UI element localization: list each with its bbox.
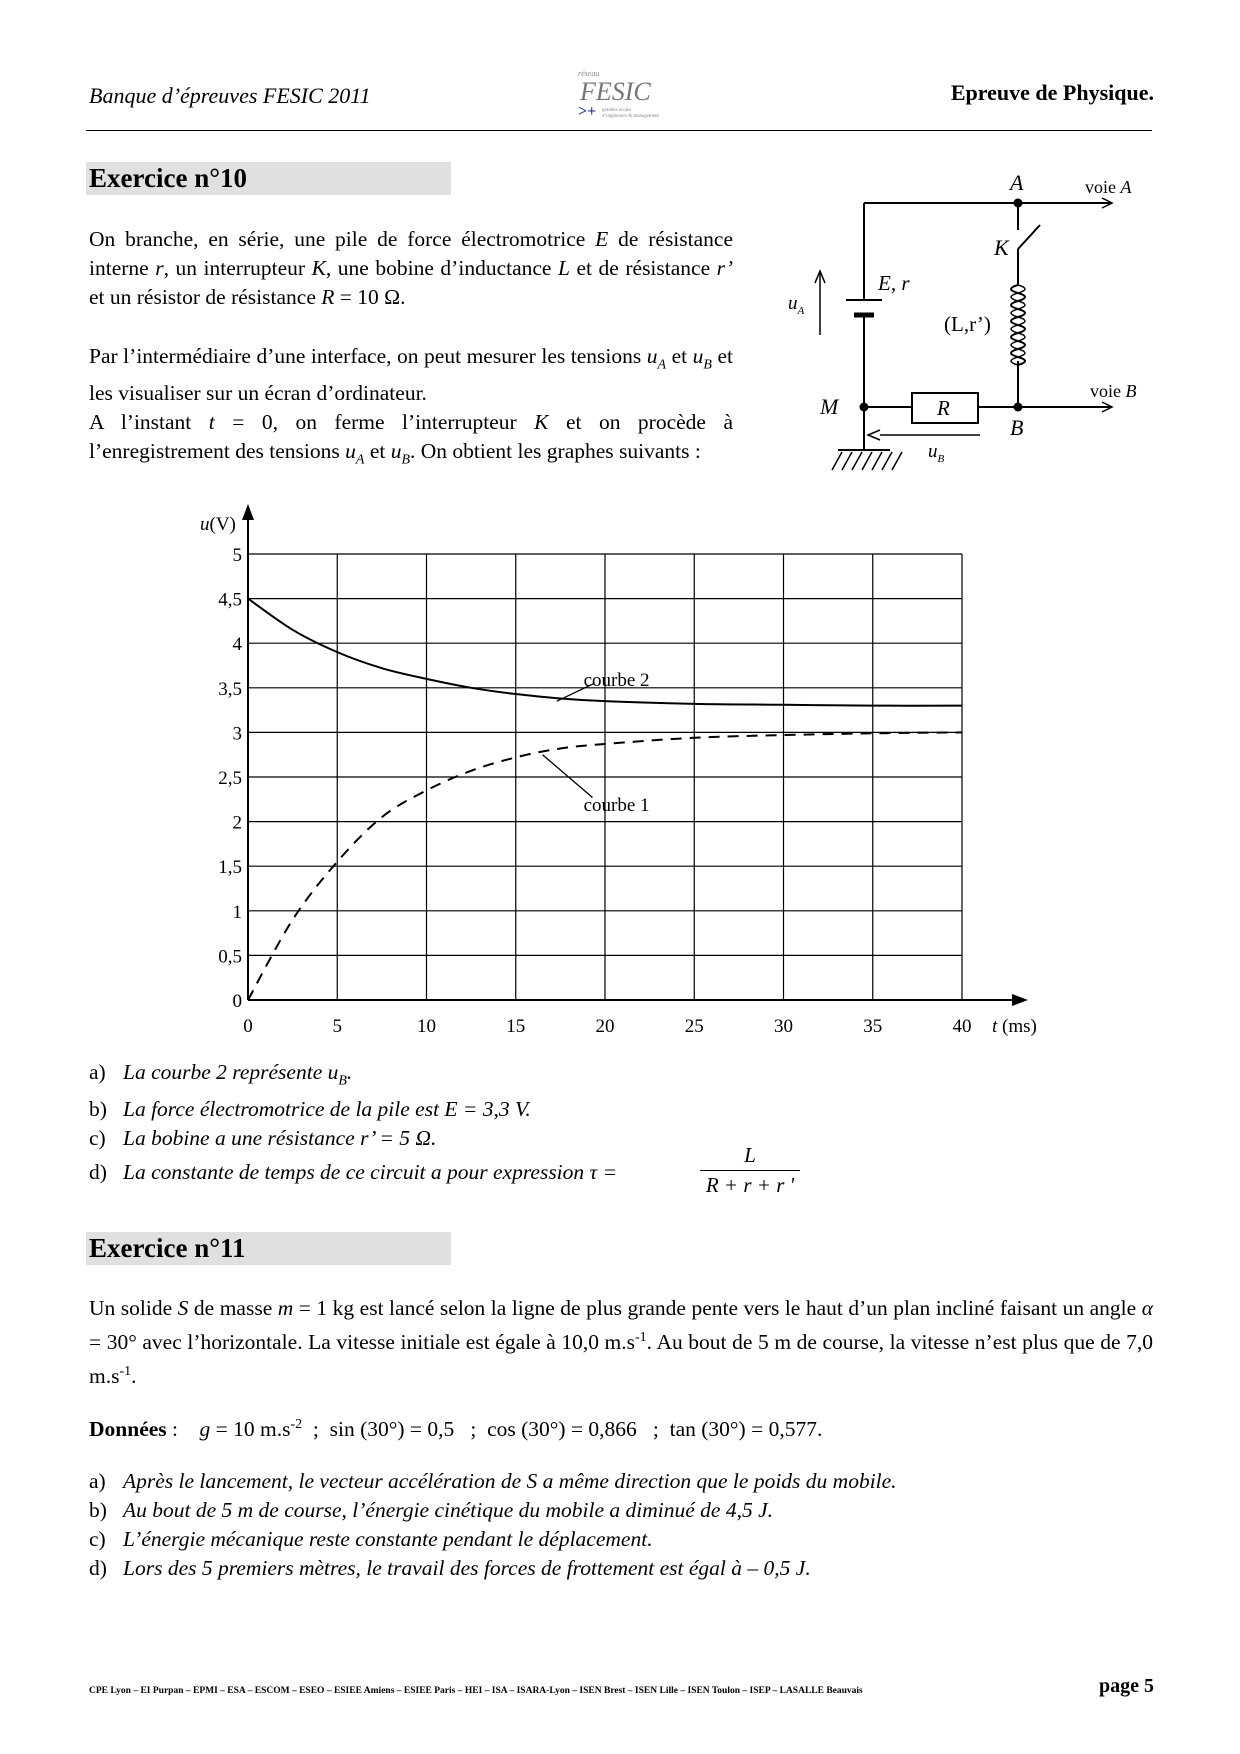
ex10-question-b: b) La force électromotrice de la pile est E = 3,3 V.	[89, 1097, 531, 1122]
annotation-courbe-2: courbe 2	[583, 669, 650, 691]
logo-sub2: d’ingénieurs & management	[602, 114, 659, 119]
label-voie-a: voie A	[1085, 177, 1132, 197]
tau-fraction	[700, 1143, 800, 1198]
ex11-question-c: c) L’énergie mécanique reste constante pendant le déplacement.	[89, 1527, 653, 1551]
ex11-questions	[89, 1467, 1153, 1583]
x-tick-label: 25	[684, 1016, 704, 1037]
ex10-question-a: a) La courbe 2 représente $u_B$.	[89, 1060, 353, 1089]
x-tick-label: 30	[774, 1016, 793, 1037]
ex11-question-d: d) Lors des 5 premiers mètres, le travail des forces de frottement est égal à – 0,5 J.	[89, 1556, 811, 1580]
x-tick-label: 15	[506, 1016, 526, 1037]
y-tick-label: 2,5	[218, 768, 242, 789]
x-tick-label: 40	[952, 1016, 972, 1037]
ground-hatch	[832, 452, 902, 470]
tau-numerator: L	[744, 1143, 756, 1167]
header-rule	[86, 130, 1152, 131]
node-a	[1014, 199, 1023, 208]
arrow-ub-head	[868, 430, 880, 440]
ex10-question-d: d) La constante de temps de ce circuit a pour expression τ =	[89, 1160, 618, 1184]
node-b	[1014, 403, 1023, 412]
x-tick-label: 5	[332, 1016, 342, 1037]
chart-tick-labels	[218, 545, 971, 1037]
chart-annotations	[543, 670, 650, 816]
label-ua: $u_A$	[788, 293, 805, 317]
label-voie-b: voie B	[1090, 381, 1137, 401]
x-tick-label: 10	[417, 1016, 436, 1037]
ex10-title: Exercice n°10	[86, 162, 451, 195]
logo-small: réseau	[578, 69, 600, 78]
coil-symbol-back	[1011, 285, 1025, 365]
label-ub: $u_B$	[928, 441, 945, 465]
label-a: A	[1010, 170, 1024, 195]
circuit-diagram	[780, 165, 1160, 495]
y-axis-label: u(V)	[200, 514, 236, 535]
logo-arrow-plus: >+	[578, 103, 597, 120]
y-tick-label: 0	[232, 991, 242, 1012]
label-e-r: E, r	[878, 271, 910, 295]
ex11-title: Exercice n°11	[86, 1232, 451, 1265]
ex11-donnees: Données : g = 10 $m.s^{-2}$ ; sin (30°) = 0,5 ; cos (30°) = 0,866 ; tan (30°) = 0,577.	[89, 1417, 823, 1442]
ex11-paragraph: Un solide S de masse m = 1 kg est lancé selon la ligne de plus grande pente vers le haut d’un plan incliné faisant un angle α = 30° avec l’horizontale. La vitesse initiale est égale à 10,0 $m.s^{-1}$. Au bout de 5 m de course, la vitesse n’est plus que de 7,0 $m.s^{-1}$.	[89, 1296, 1153, 1389]
y-tick-label: 2	[232, 812, 242, 834]
chart-grid	[248, 554, 962, 1000]
ex10-paragraph-1: On branche, en série, une pile de force électromotrice E de résistance interne r, un interrupteur K, une bobine d’inductance L et de résistance r’ et un résistor de résistance R = 10 Ω.	[89, 227, 733, 309]
label-m: M	[820, 394, 839, 419]
y-tick-label: 1	[232, 901, 242, 923]
footer-schools: CPE Lyon – EI Purpan – EPMI – ESA – ESCOM – ESEO – ESIEE Amiens – ESIEE Paris – HEI – ISA – ISARA-Lyon – ISEN Brest – ISEN Lille – ISEN Toulon – ISEP – LASALLE Beauvais	[89, 1686, 863, 1696]
ex10-paragraph-2: Par l’intermédiaire d’une interface, on peut mesurer les tensions $u_A$ et $u_B$ et les visualiser sur un écran d’ordinateur. A l’instant t = 0, on ferme l’interrupteur K et on procède à l’enregistrement des tensions $u_A$ et $u_B$. On obtient les graphes suivants :	[89, 344, 733, 468]
chart-axes	[242, 504, 1028, 1006]
annotation-leader-1	[543, 755, 593, 798]
header-left: Banque d’épreuves FESIC 2011	[89, 83, 371, 108]
ex11-question-b: b) Au bout de 5 m de course, l’énergie cinétique du mobile a diminué de 4,5 J.	[89, 1498, 774, 1522]
x-axis-label: t (ms)	[992, 1016, 1037, 1037]
y-tick-label: 3	[232, 723, 242, 745]
y-tick-label: 4	[232, 634, 242, 656]
y-tick-label: 4,5	[218, 589, 242, 611]
annotation-courbe-1: courbe 1	[583, 794, 650, 816]
page-number: page 5	[1099, 1675, 1154, 1697]
x-tick-label: 20	[595, 1016, 615, 1037]
y-tick-label: 3,5	[218, 678, 242, 700]
x-axis-arrow	[1012, 994, 1028, 1006]
ex11-question-a: a) Après le lancement, le vecteur accélération de S a même direction que le poids du mobile.	[89, 1469, 897, 1493]
label-b: B	[1010, 415, 1024, 440]
y-tick-label: 0,5	[218, 946, 242, 968]
logo-sub1: grandes écoles	[602, 108, 632, 113]
annotation-leader-2	[557, 683, 594, 701]
fesic-logo	[578, 66, 668, 124]
header-right: Epreuve de Physique.	[950, 80, 1154, 105]
ex10-question-c: c) La bobine a une résistance r’ = 5 Ω.	[89, 1126, 437, 1151]
x-tick-label: 35	[863, 1016, 883, 1037]
switch-k	[1018, 225, 1040, 249]
y-tick-label: 1,5	[218, 857, 242, 879]
label-l-rp: (L,r’)	[944, 312, 991, 336]
label-r: R	[937, 396, 950, 420]
ex10-questions	[89, 1058, 989, 1153]
node-m	[860, 403, 869, 412]
tau-denominator: R + r + r '	[700, 1170, 800, 1198]
logo-main: FESIC	[580, 77, 651, 106]
label-k: K	[994, 235, 1009, 260]
x-tick-label: 0	[243, 1016, 253, 1037]
voltage-chart	[180, 500, 1060, 1040]
y-tick-label: 5	[232, 545, 242, 566]
y-axis-arrow	[242, 504, 254, 520]
